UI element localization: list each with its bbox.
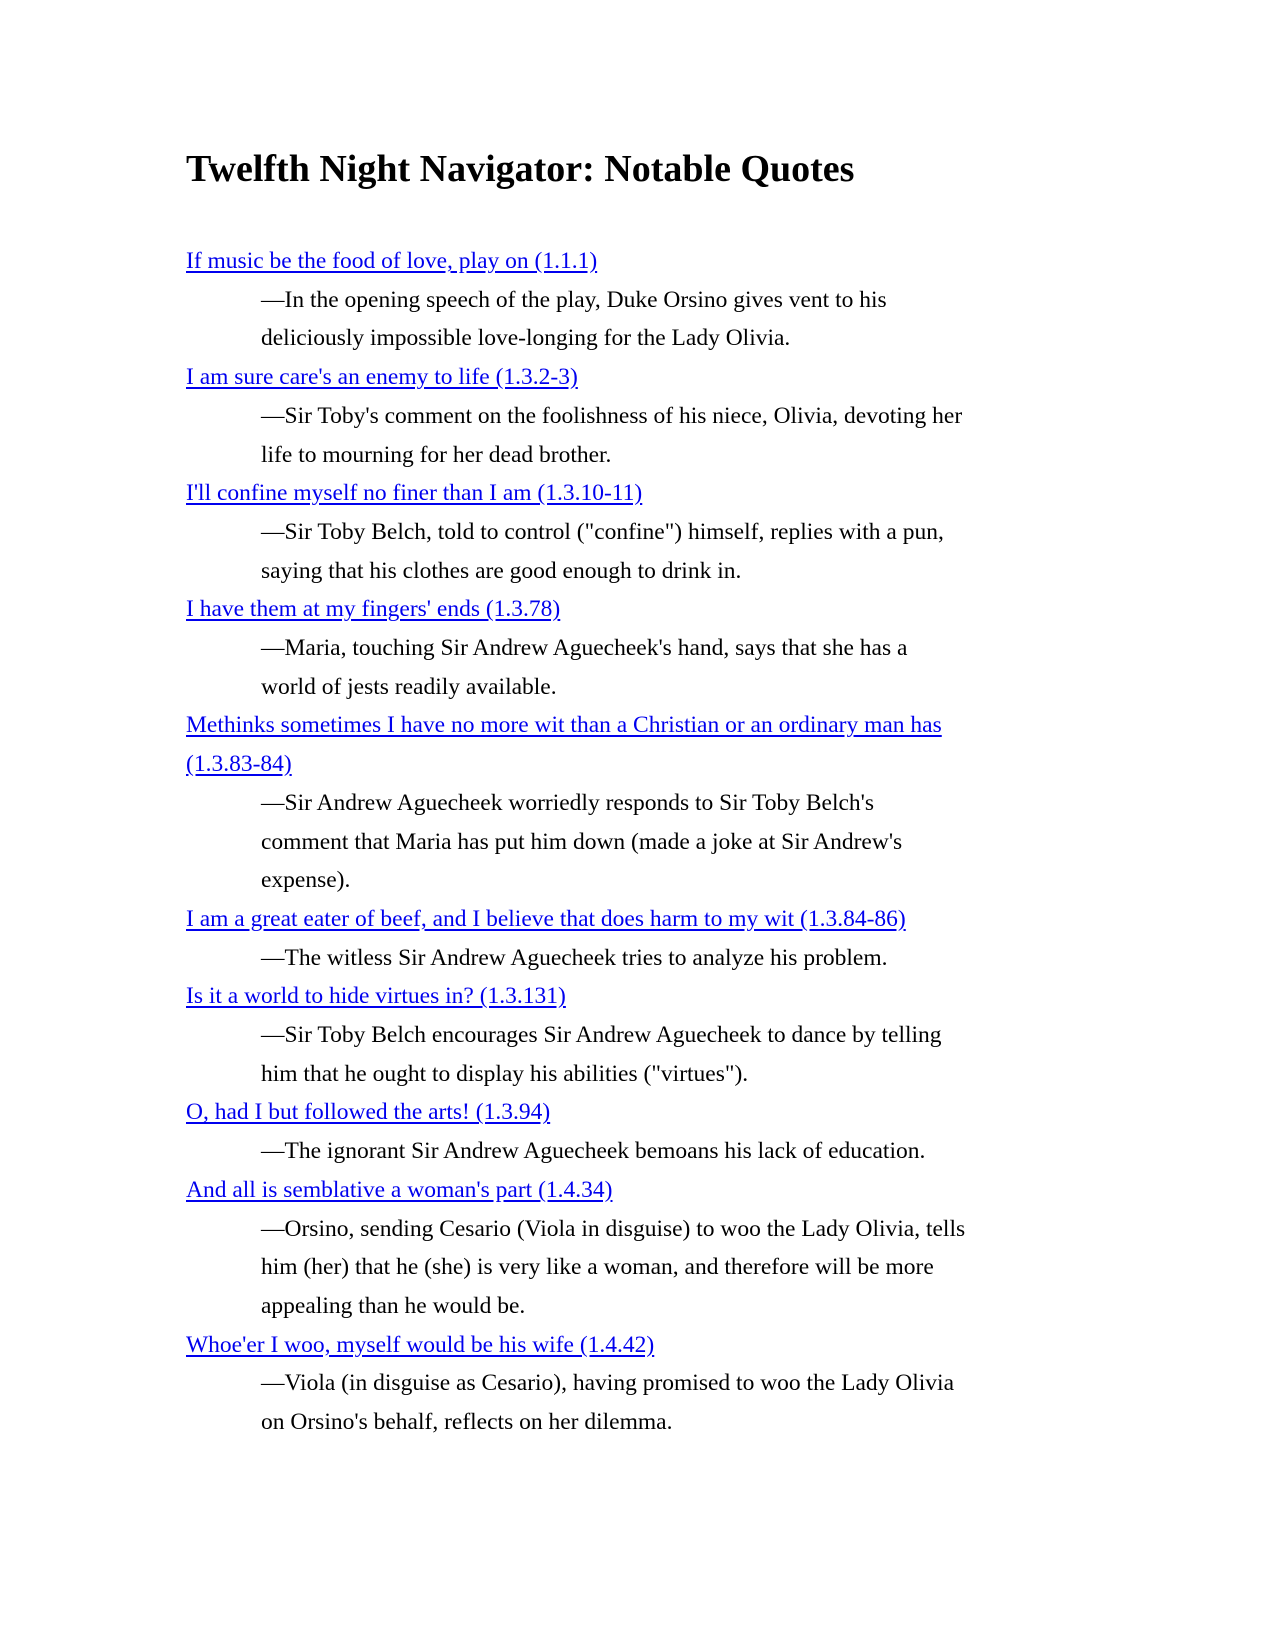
quote-link[interactable]: I am sure care's an enemy to life (1.3.2-3) (186, 364, 578, 391)
quote-description-line: —The witless Sir Andrew Aguecheek tries to analyze his problem. (261, 944, 888, 971)
page-title: Twelfth Night Navigator: Notable Quotes (186, 148, 855, 190)
quote-description-line: appealing than he would be. (261, 1292, 526, 1319)
quote-description-line: comment that Maria has put him down (made a joke at Sir Andrew's (261, 828, 903, 855)
quote-link[interactable]: I'll confine myself no finer than I am (1.3.10-11) (186, 480, 643, 507)
quote-list (186, 242, 1086, 1442)
quote-description-line: expense). (261, 867, 351, 894)
quote-link[interactable]: (1.3.83-84) (186, 751, 292, 778)
quote-description-line: life to mourning for her dead brother. (261, 441, 612, 468)
quote-description-line: —Sir Toby Belch encourages Sir Andrew Aguecheek to dance by telling (261, 1022, 942, 1049)
quote-link[interactable]: Whoe'er I woo, myself would be his wife (1.4.42) (186, 1331, 655, 1358)
quote-description-line: deliciously impossible love-longing for the Lady Olivia. (261, 325, 791, 352)
quote-link[interactable]: I have them at my fingers' ends (1.3.78) (186, 596, 561, 623)
quote-link[interactable]: Is it a world to hide virtues in? (1.3.131) (186, 983, 566, 1010)
quote-description-line: —The ignorant Sir Andrew Aguecheek bemoans his lack of education. (261, 1138, 926, 1165)
quote-description-line: —Orsino, sending Cesario (Viola in disguise) to woo the Lady Olivia, tells (261, 1215, 966, 1242)
quote-description-line: —Sir Toby's comment on the foolishness of his niece, Olivia, devoting her (261, 402, 963, 429)
quote-link[interactable]: O, had I but followed the arts! (1.3.94) (186, 1099, 551, 1126)
quote-description-line: on Orsino's behalf, reflects on her dilemma. (261, 1409, 673, 1436)
quote-link[interactable]: If music be the food of love, play on (1.1.1) (186, 248, 598, 274)
quote-description-line: —Sir Toby Belch, told to control ("confine") himself, replies with a pun, (261, 518, 944, 545)
quote-link[interactable]: Methinks sometimes I have no more wit than a Christian or an ordinary man has (186, 712, 942, 739)
quote-description-line: —In the opening speech of the play, Duke Orsino gives vent to his (261, 286, 887, 313)
quote-description-line: him that he ought to display his abilities ("virtues"). (261, 1060, 749, 1087)
quote-description-line: —Maria, touching Sir Andrew Aguecheek's hand, says that she has a (261, 635, 908, 662)
quote-description-line: world of jests readily available. (261, 673, 557, 700)
quote-description-line: saying that his clothes are good enough to drink in. (261, 557, 742, 584)
quote-description-line: him (her) that he (she) is very like a woman, and therefore will be more (261, 1254, 934, 1281)
quote-link[interactable]: I am a great eater of beef, and I believe that does harm to my wit (1.3.84-86) (186, 905, 906, 932)
quote-description-line: —Sir Andrew Aguecheek worriedly responds to Sir Toby Belch's (261, 789, 875, 816)
quote-link[interactable]: And all is semblative a woman's part (1.4.34) (186, 1176, 613, 1203)
quote-description-line: —Viola (in disguise as Cesario), having promised to woo the Lady Olivia (261, 1370, 955, 1397)
